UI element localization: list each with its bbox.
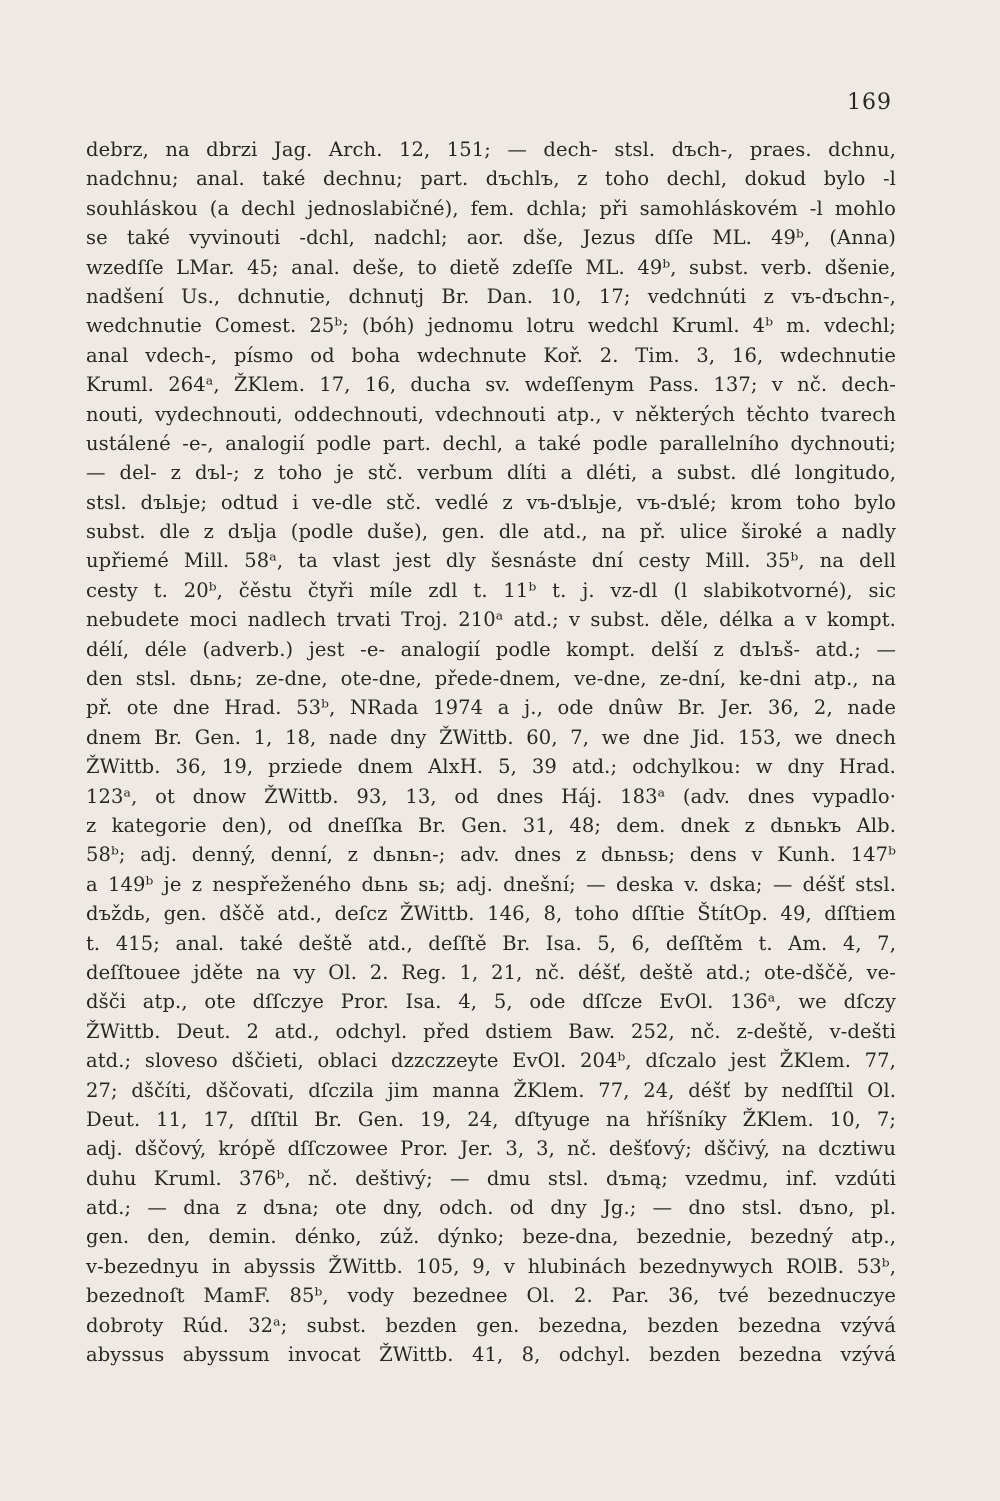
text-line: den stsl. dьnь; ze-dne, ote-dne, přede-dnem, ve-dne, ze-dní, ke-dni atp., na — [86, 667, 896, 691]
text-line: debrz, na dbrzi Jag. Arch. 12, 151; — dech- stsl. dъch-, praes. dchnu, — [86, 138, 896, 161]
text-line: stsl. dъlьje; odtud i ve-dle stč. vedlé z vъ-dъlьje, vъ-dъlé; krom toho bylo — [86, 490, 896, 514]
dictionary-entry-text — [86, 135, 896, 1369]
text-line: abyssus abyssum invocat ŽWittb. 41, 8, odchyl. bezden bezedna vzývá — [86, 1343, 896, 1367]
text-line: wzedſſe LMar. 45; anal. deše, to dietě zdeſſe ML. 49ᵇ, subst. verb. dšenie, — [86, 255, 896, 279]
text-line: duhu Kruml. 376ᵇ, nč. deštivý; — dmu stsl. dъmą; vzedmu, inf. vzdúti — [86, 1166, 896, 1190]
text-line: Deut. 11, 17, dſſtil Br. Gen. 19, 24, dſtyuge na hříšníky ŽKlem. 10, 7; — [86, 1107, 896, 1131]
text-line: a 149ᵇ je z nespřeženého dьnь sь; adj. dnešní; — deska v. dska; — déšť stsl. — [86, 872, 896, 896]
text-line: wedchnutie Comest. 25ᵇ; (bóh) jednomu lotru wedchl Kruml. 4ᵇ m. vdechl; — [86, 314, 896, 338]
text-line: dobroty Rúd. 32ᵃ; subst. bezden gen. bezedna, bezden bezedna vzývá — [86, 1313, 896, 1337]
text-line: 58ᵇ; adj. denný, denní, z dьnьn-; adv. dnes z dьnьsь; dens v Kunh. 147ᵇ — [86, 843, 896, 867]
text-line: souhláskou (a dechl jednoslabičné), fem. dchla; při samohláskovém -l mohlo — [86, 196, 896, 220]
text-line: př. ote dne Hrad. 53ᵇ, NRada 1974 a j., ode dnûw Br. Jer. 36, 2, nade — [86, 696, 896, 720]
text-line: anal vdech-, písmo od boha wdechnute Koř. 2. Tim. 3, 16, wdechnutie — [86, 343, 896, 367]
text-line: t. 415; anal. také deště atd., deſſtě Br. Isa. 5, 6, deſſtěm t. Am. 4, 7, — [86, 931, 896, 955]
text-line: dъždь, gen. dščě atd., deſcz ŽWittb. 146, 8, toho dſſtie ŠtítOp. 49, dſſtiem — [86, 902, 896, 926]
page-number: 169 — [847, 90, 892, 115]
text-line: z kategorie den), od dneſſka Br. Gen. 31, 48; dem. dnek z dьnьkъ Alb. — [86, 813, 896, 837]
text-line: bezednoſt MamF. 85ᵇ, vody bezednee Ol. 2. Par. 36, tvé bezednuczye — [86, 1284, 896, 1308]
text-line: cesty t. 20ᵇ, čěstu čtyři míle zdl t. 11ᵇ t. j. vz-dl (l slabikotvorné), sic — [86, 578, 896, 602]
text-line: ustálené -e-, analogií podle part. dechl, a také podle parallelního dychnouti; — [86, 431, 896, 455]
text-line: ŽWittb. 36, 19, prziede dnem AlxH. 5, 39 atd.; odchylkou: w dny Hrad. — [86, 755, 896, 779]
text-line: adj. dščový, krópě dſſczowee Pror. Jer. 3, 3, nč. dešťový; dščivý, na dcztiwu — [86, 1137, 896, 1161]
text-line: ŽWittb. Deut. 2 atd., odchyl. před dstiem Baw. 252, nč. z-deště, v-dešti — [86, 1019, 896, 1043]
text-line: se také vyvinouti -dchl, nadchl; aor. dše, Jezus dſſe ML. 49ᵇ, (Anna) — [86, 226, 896, 250]
text-line: atd.; sloveso dščieti, oblaci dzzczzeyte EvOl. 204ᵇ, dſczalo jest ŽKlem. 77, — [86, 1049, 896, 1073]
text-line: nouti, vydechnouti, oddechnouti, vdechnouti atp., v některých těchto tvarech — [86, 402, 896, 426]
text-line: dnem Br. Gen. 1, 18, nade dny ŽWittb. 60, 7, we dne Jid. 153, we dnech — [86, 725, 896, 749]
text-line: 123ᵃ, ot dnow ŽWittb. 93, 13, od dnes Háj. 183ᵃ (adv. dnes vypadlo· — [86, 784, 896, 808]
text-line: upřiemé Mill. 58ᵃ, ta vlast jest dly šesnáste dní cesty Mill. 35ᵇ, na dell — [86, 549, 896, 573]
text-line: atd.; — dna z dъna; ote dny, odch. od dny Jg.; — dno stsl. dъno, pl. — [86, 1196, 896, 1220]
text-line: nadchnu; anal. také dechnu; part. dъchlъ, z toho dechl, dokud bylo -l — [86, 167, 896, 191]
text-line: dšči atp., ote dſſczye Pror. Isa. 4, 5, ode dſſcze EvOl. 136ᵃ, we dſczy — [86, 990, 896, 1014]
text-line: subst. dle z dъlja (podle duše), gen. dle atd., na př. ulice široké a nadly — [86, 520, 896, 544]
text-line: 27; dščíti, dščovati, dſczila jim manna ŽKlem. 77, 24, déšť by nedſſtil Ol. — [86, 1078, 896, 1102]
text-line: nebudete moci nadlech trvati Troj. 210ᵃ atd.; v subst. děle, délka a v kompt. — [86, 608, 896, 632]
text-line: v-bezednyu in abyssis ŽWittb. 105, 9, v hlubinách bezednywych ROlB. 53ᵇ, — [86, 1254, 896, 1278]
text-line: Kruml. 264ᵃ, ŽKlem. 17, 16, ducha sv. wdeſſenym Pass. 137; v nč. dech- — [86, 373, 896, 397]
text-line: gen. den, demin. dénko, zúž. dýnko; beze-dna, bezednie, bezedný atp., — [86, 1225, 896, 1249]
text-line: deſſtouee jděte na vy Ol. 2. Reg. 1, 21, nč. déšť, deště atd.; ote-dščě, ve- — [86, 960, 896, 984]
text-line: délí, déle (adverb.) jest -e- analogií podle kompt. delší z dъlъš- atd.; — — [86, 637, 896, 661]
text-line: nadšení Us., dchnutie, dchnutj Br. Dan. 10, 17; vedchnúti z vъ-dъchn-, — [86, 284, 896, 308]
text-line: — del- z dъl-; z toho je stč. verbum dlíti a dléti, a subst. dlé longitudo, — [86, 461, 896, 485]
